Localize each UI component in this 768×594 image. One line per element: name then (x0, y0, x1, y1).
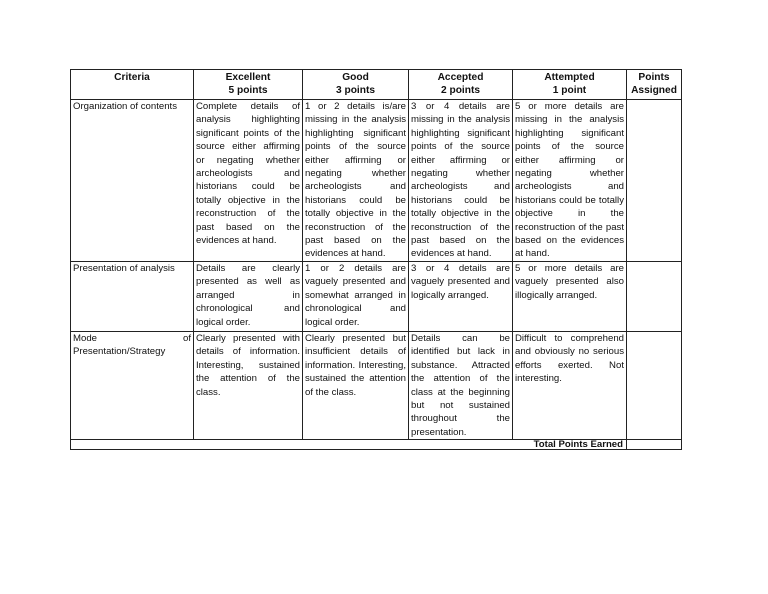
descriptor-cell: Complete details of analysis highlighting significant points of the source either affirming or negating whether archeologists and historians could be totally objective in the reconstruction of the past based on the evidences at hand. (194, 100, 303, 262)
descriptor-cell: 5 or more details are vaguely presented also illogically arranged. (513, 262, 627, 332)
table-row (71, 100, 682, 262)
descriptor-cell: 3 or 4 details are missing in the analysis highlighting significant points of the source either affirming or negating whether archeologists and historians could be totally objective in the reconstruction of the past based on the evidences at hand. (409, 100, 513, 262)
descriptor-cell: 3 or 4 details are vaguely presented and logically arranged. (409, 262, 513, 332)
descriptor-cell: Clearly presented with details of information. Interesting, sustained the attention of the class. (194, 332, 303, 440)
points-assigned-header: Points Assigned (627, 70, 682, 100)
descriptor-cell: Details are clearly presented as well as arranged in chronological and logical order. (194, 262, 303, 332)
table-row (71, 262, 682, 332)
level-header-attempted: Attempted 1 point (513, 70, 627, 100)
points-assigned-cell[interactable] (627, 332, 682, 440)
total-points-label: Total Points Earned (71, 440, 627, 450)
points-assigned-cell[interactable] (627, 262, 682, 332)
points-assigned-cell[interactable] (627, 100, 682, 262)
level-header-accepted: Accepted 2 points (409, 70, 513, 100)
descriptor-cell: Details can be identified but lack in substance. Attracted the attention of the class at the beginning but not sustained throughout the presentation. (409, 332, 513, 440)
descriptor-cell: 1 or 2 details are vaguely presented and somewhat arranged in chronological and logical order. (303, 262, 409, 332)
descriptor-cell: 5 or more details are missing in the analysis highlighting significant points of the source either affirming or negating whether archeologists and historians could be totally objective in the reconstruction of the past based on the evidences at hand. (513, 100, 627, 262)
descriptor-cell: 1 or 2 details is/are missing in the analysis highlighting significant points of the source either affirming or negating whether archeologists and historians could be totally objective in the reconstruction of the past based on the evidences at hand. (303, 100, 409, 262)
criterion-cell: Organization of contents (71, 100, 194, 262)
descriptor-cell: Difficult to comprehend and obviously no serious efforts exerted. Not interesting. (513, 332, 627, 440)
level-header-good: Good 3 points (303, 70, 409, 100)
total-points-cell[interactable] (627, 440, 682, 450)
criterion-cell: Presentation of analysis (71, 262, 194, 332)
level-header-excellent: Excellent 5 points (194, 70, 303, 100)
criterion-cell: Mode of Presentation/Strategy (71, 332, 194, 440)
descriptor-cell: Clearly presented but insufficient details of information. Interesting, sustained the attention of the class. (303, 332, 409, 440)
header-row (71, 70, 682, 100)
criteria-header: Criteria (71, 70, 194, 100)
rubric-table (70, 69, 682, 450)
table-row (71, 332, 682, 440)
total-row (71, 440, 682, 450)
